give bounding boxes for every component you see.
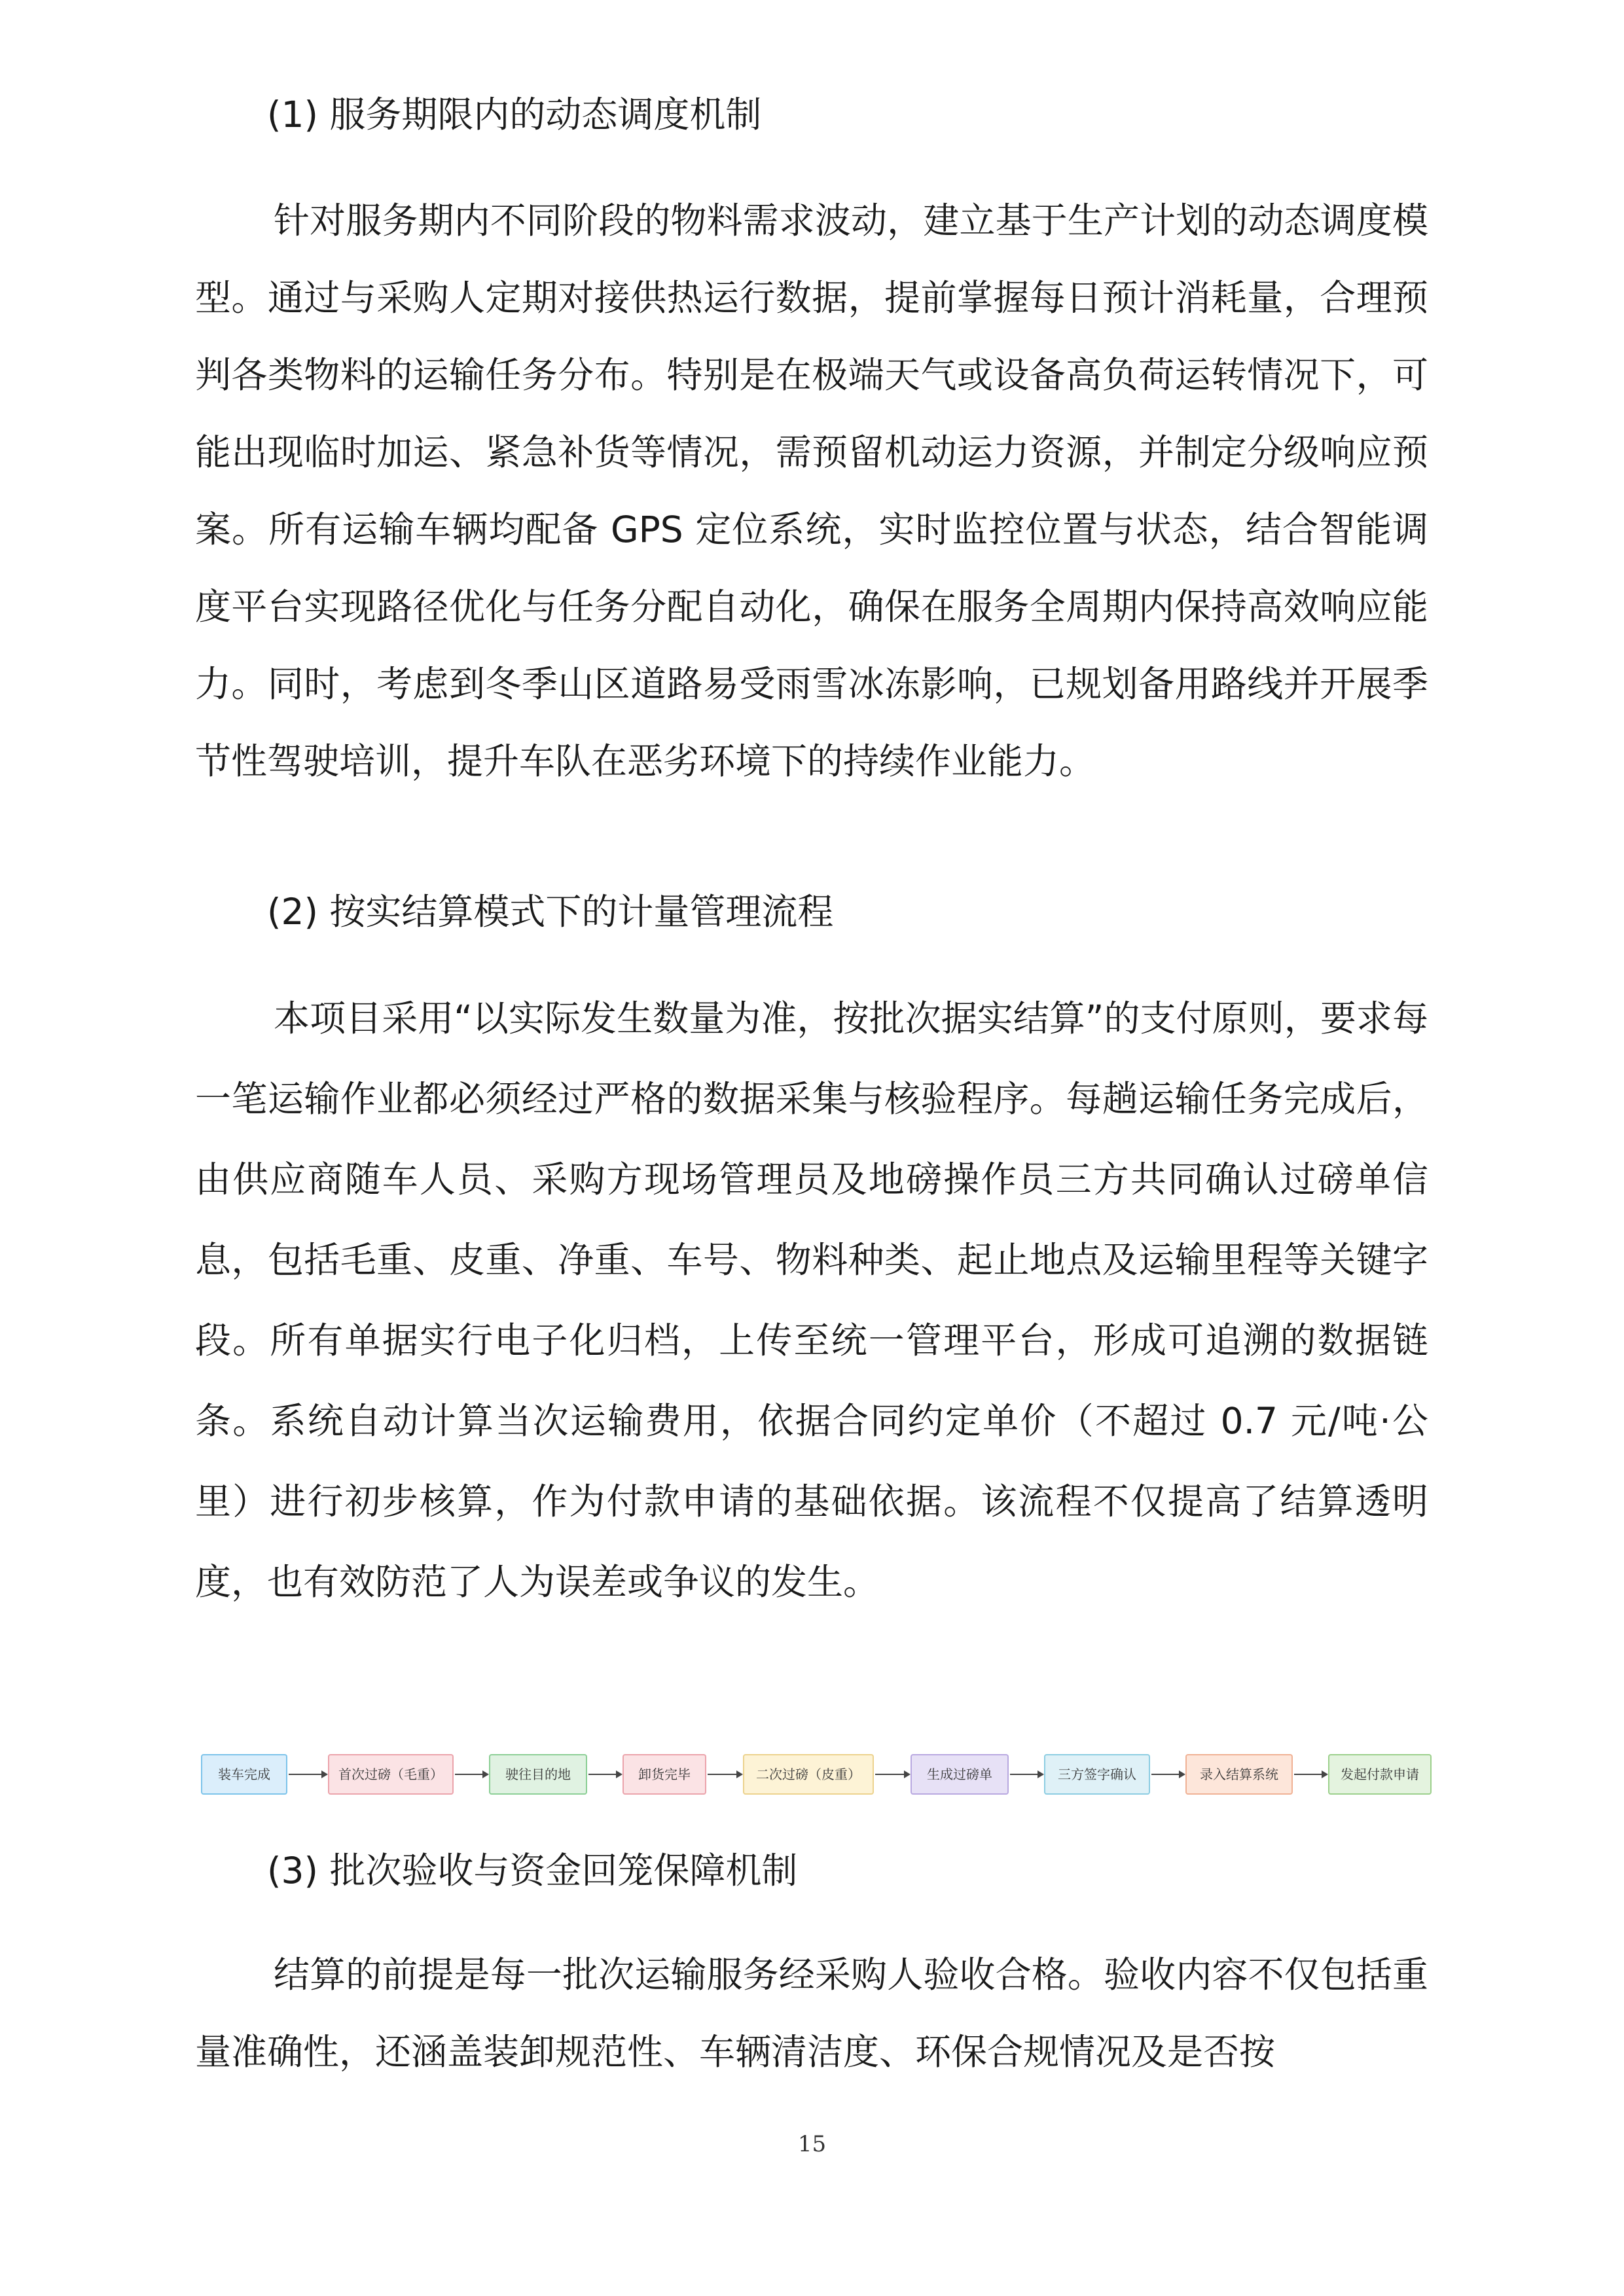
flow-step: 生成过磅单: [911, 1754, 1009, 1795]
flow-step: 首次过磅（毛重）: [328, 1754, 454, 1795]
flow-step: 三方签字确认: [1044, 1754, 1150, 1795]
flow-arrow: [1294, 1774, 1327, 1775]
flow-arrow: [289, 1774, 327, 1775]
page-number: 15: [797, 2131, 827, 2157]
flow-step: 二次过磅（皮重）: [743, 1754, 874, 1795]
flow-arrow: [1151, 1774, 1184, 1775]
section-2-heading: (2) 按实结算模式下的计量管理流程: [267, 891, 834, 933]
weighing-flow-diagram: [201, 1754, 1432, 1796]
flow-arrow: [1010, 1774, 1043, 1775]
flow-step: 录入结算系统: [1185, 1754, 1293, 1795]
flow-arrow: [455, 1774, 488, 1775]
flow-arrow: [588, 1774, 621, 1775]
flow-step: 驶往目的地: [489, 1754, 587, 1795]
flow-step: 装车完成: [201, 1754, 287, 1795]
flow-step: 发起付款申请: [1328, 1754, 1432, 1795]
flow-step: 卸货完毕: [623, 1754, 706, 1795]
section-3-heading: (3) 批次验收与资金回笼保障机制: [267, 1850, 798, 1892]
flow-arrow: [875, 1774, 909, 1775]
section-3-paragraph: 结算的前提是每一批次运输服务经采购人验收合格。验收内容不仅包括重量准确性，还涵盖装卸规范性、车辆清洁度、环保合规情况及是否按: [195, 1954, 1428, 2073]
section-2-paragraph: 本项目采用“以实际发生数量为准，按批次据实结算”的支付原则，要求每一笔运输作业都必须经过严格的数据采集与核验程序。每趟运输任务完成后，由供应商随车人员、采购方现场管理员及地磅操作员三方共同确认过磅单信息，包括毛重、皮重、净重、车号、物料种类、起止地点及运输里程等关键字段。所有单据实行电子化归档，上传至统一管理平台，形成可追溯的数据链条。系统自动计算当次运输费用，依据合同约定单价（不超过 0.7 元/吨·公里）进行初步核算，作为付款申请的基础依据。该流程不仅提高了结算透明度，也有效防范了人为误差或争议的发生。: [195, 997, 1428, 1603]
flow-arrow: [708, 1774, 742, 1775]
section-1-heading: (1) 服务期限内的动态调度机制: [267, 94, 762, 135]
section-1-paragraph: 针对服务期内不同阶段的物料需求波动，建立基于生产计划的动态调度模型。通过与采购人定期对接供热运行数据，提前掌握每日预计消耗量，合理预判各类物料的运输任务分布。特别是在极端天气或设备高负荷运转情况下，可能出现临时加运、紧急补货等情况，需预留机动运力资源，并制定分级响应预案。所有运输车辆均配备 GPS 定位系统，实时监控位置与状态，结合智能调度平台实现路径优化与任务分配自动化，确保在服务全周期内保持高效响应能力。同时，考虑到冬季山区道路易受雨雪冰冻影响，已规划备用路线并开展季节性驾驶培训，提升车队在恶劣环境下的持续作业能力。: [195, 200, 1428, 782]
